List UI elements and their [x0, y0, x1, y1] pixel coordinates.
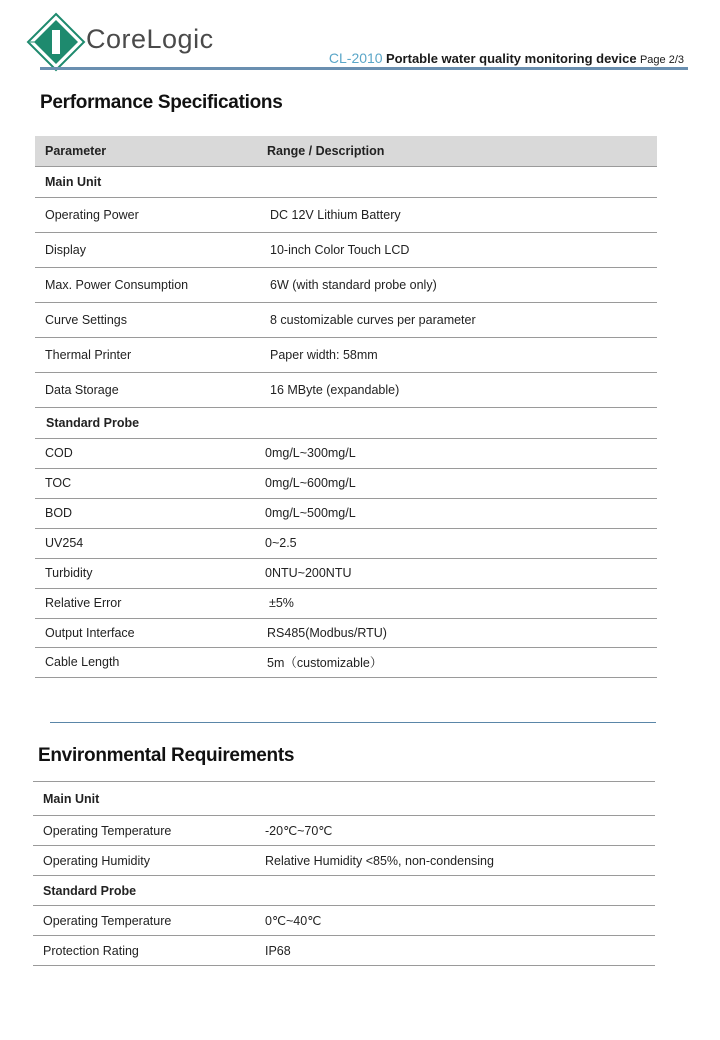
group-row-main-unit: Main Unit: [35, 166, 657, 197]
performance-title: Performance Specifications: [40, 92, 283, 113]
group-row-main-unit: Main Unit: [33, 782, 655, 816]
table-row: Turbidity 0NTU~200NTU: [35, 558, 657, 588]
table-row: TOC 0mg/L~600mg/L: [35, 468, 657, 498]
performance-table: [35, 136, 657, 678]
column-header-range: Range / Description: [257, 136, 657, 166]
table-row: Protection Rating IP68: [33, 936, 655, 966]
table-row: Data Storage 16 MByte (expandable): [35, 372, 657, 407]
page-number: Page 2/3: [639, 54, 684, 66]
table-row: Curve Settings 8 customizable curves per parameter: [35, 302, 657, 337]
group-row-standard-probe: Standard Probe: [35, 407, 657, 438]
table-row: Max. Power Consumption 6W (with standard probe only): [35, 267, 657, 302]
environment-title: Environmental Requirements: [38, 745, 295, 766]
table-row: BOD 0mg/L~500mg/L: [35, 498, 657, 528]
document-header: [329, 50, 684, 66]
table-row: Operating Temperature 0℃~40℃: [33, 906, 655, 936]
group-row-standard-probe: Standard Probe: [33, 876, 655, 906]
table-row: COD 0mg/L~300mg/L: [35, 438, 657, 468]
device-description: Portable water quality monitoring device: [385, 51, 637, 66]
table-row: Operating Power DC 12V Lithium Battery: [35, 197, 657, 232]
table-row: Operating Humidity Relative Humidity <85%, non-condensing: [33, 846, 655, 876]
model-number: CL-2010: [328, 50, 383, 66]
table-row: Display 10-inch Color Touch LCD: [35, 232, 657, 267]
table-row: Output Interface RS485(Modbus/RTU): [35, 618, 657, 647]
table-row: Relative Error ±5%: [35, 588, 657, 618]
corelogic-logo-icon: [26, 12, 86, 72]
table-row: UV254 0~2.5: [35, 528, 657, 558]
table-row: Cable Length 5m（customizable）: [35, 647, 657, 677]
column-header-parameter: Parameter: [35, 136, 257, 166]
environment-table: [33, 781, 655, 966]
table-header-row: [35, 136, 657, 166]
table-row: Operating Temperature -20℃~70℃: [33, 816, 655, 846]
header-divider: [40, 67, 688, 70]
table-row: Thermal Printer Paper width: 58mm: [35, 337, 657, 372]
brand-name: CoreLogic: [86, 24, 214, 54]
section-divider: [50, 722, 656, 723]
